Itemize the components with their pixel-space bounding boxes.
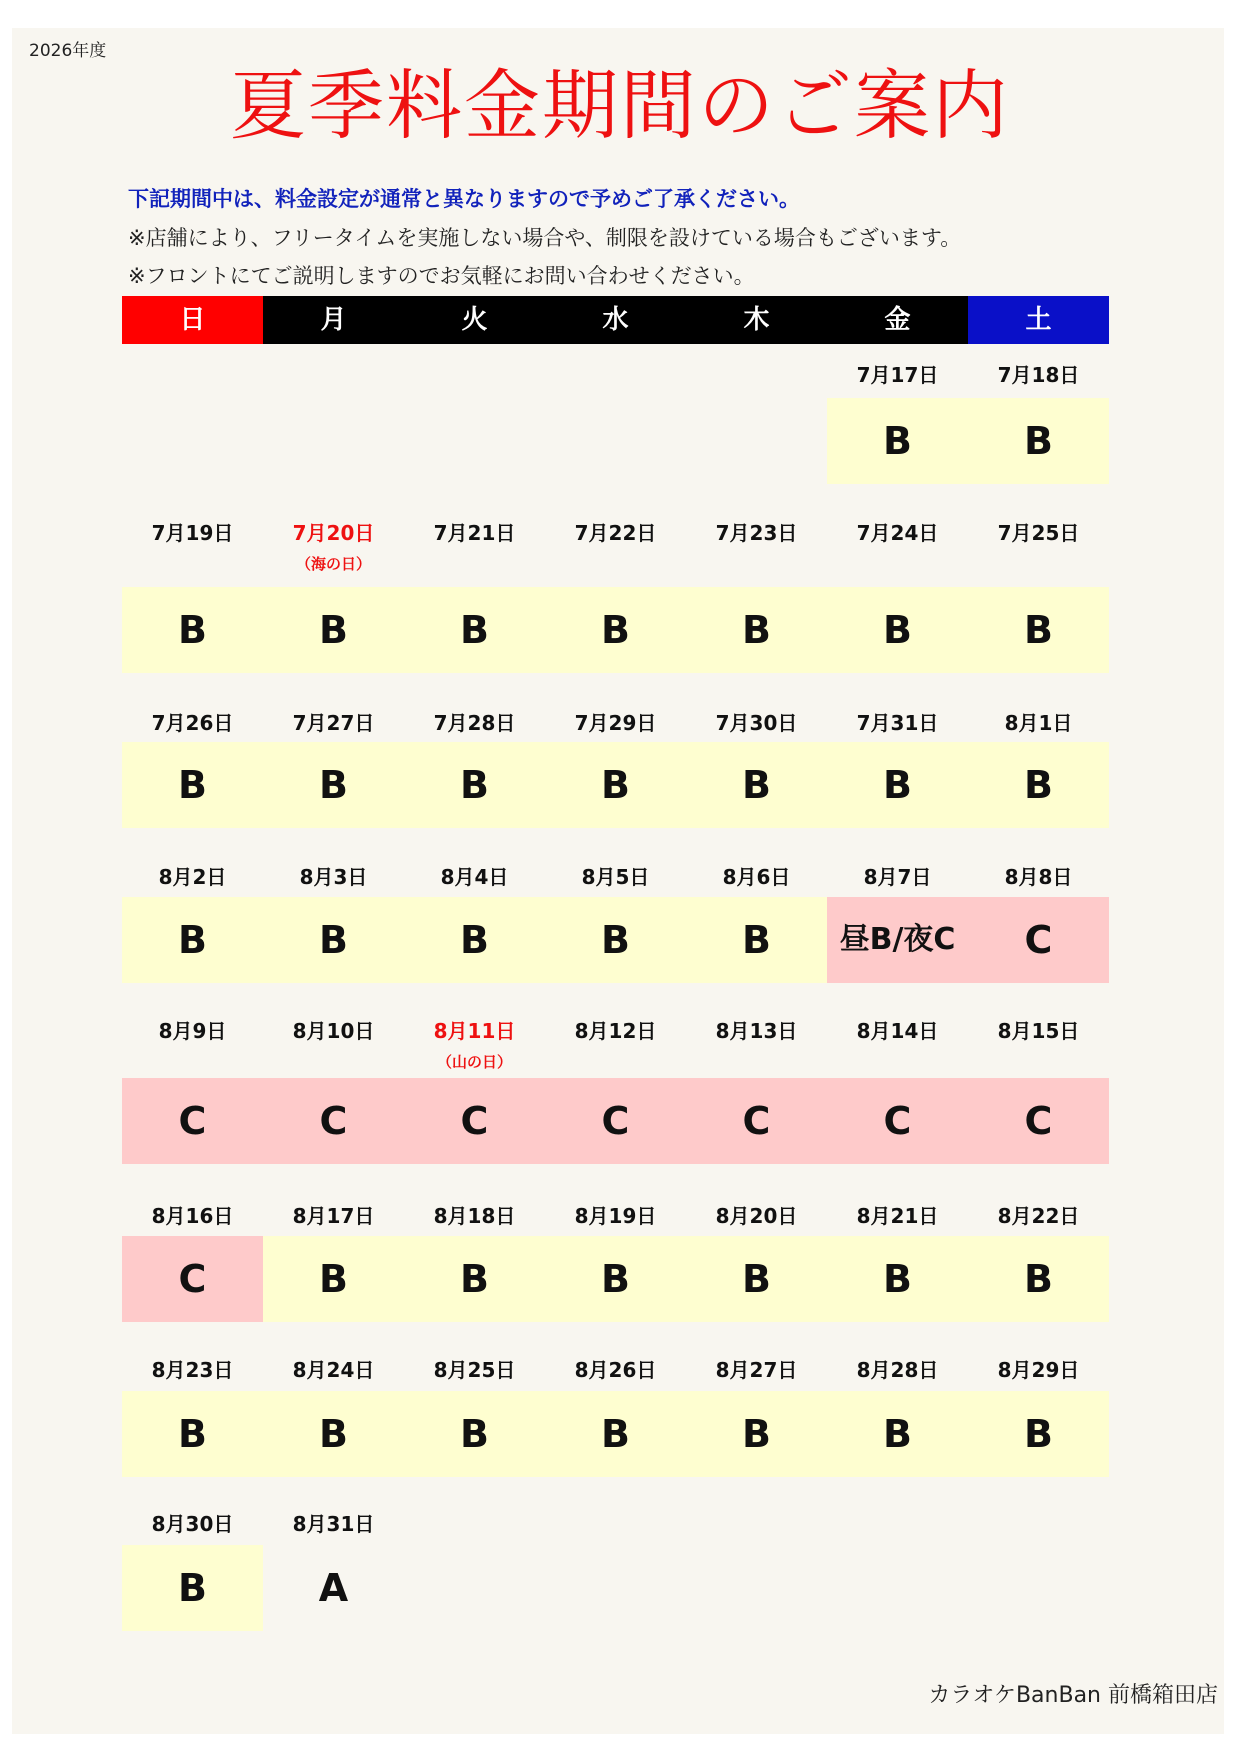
price-band: B	[827, 398, 968, 484]
price-band: B	[404, 1391, 545, 1477]
weekday-friday: 金	[884, 305, 911, 335]
price-band: B	[545, 1236, 686, 1322]
calendar-date: 7月27日	[292, 711, 375, 735]
price-band: B	[263, 897, 404, 983]
holiday-note: （山の日）	[436, 1053, 512, 1071]
calendar-date: 8月30日	[151, 1512, 234, 1536]
calendar-date: 8月9日	[158, 1019, 227, 1043]
weekday-saturday: 土	[968, 296, 1109, 344]
price-band: B	[686, 897, 827, 983]
price-band: B	[968, 398, 1109, 484]
calendar-date: 8月24日	[292, 1358, 375, 1382]
weekday-tuesday: 火	[461, 305, 488, 335]
price-band: C	[686, 1078, 827, 1164]
calendar-date: 8月3日	[299, 865, 368, 889]
calendar-date: 8月14日	[856, 1019, 939, 1043]
calendar-date: 8月31日	[292, 1512, 375, 1536]
calendar-date: 7月26日	[151, 711, 234, 735]
price-band: B	[968, 1391, 1109, 1477]
weekday-wednesday: 水	[602, 305, 629, 335]
price-band: B	[827, 1391, 968, 1477]
calendar-date: 8月17日	[292, 1204, 375, 1228]
price-band: B	[968, 1236, 1109, 1322]
notice-free-time: ※店舗により、フリータイムを実施しない場合や、制限を設けている場合もございます。	[128, 226, 962, 250]
calendar-date: 8月23日	[151, 1358, 234, 1382]
price-band: B	[827, 742, 968, 828]
price-band: B	[686, 1236, 827, 1322]
price-band: B	[968, 742, 1109, 828]
price-band: B	[404, 897, 545, 983]
calendar-date: 7月23日	[715, 521, 798, 545]
price-band: B	[263, 1391, 404, 1477]
price-band: B	[122, 587, 263, 673]
calendar-date: 7月24日	[856, 521, 939, 545]
calendar-date: 7月25日	[997, 521, 1080, 545]
price-band: B	[686, 742, 827, 828]
calendar-date: 8月27日	[715, 1358, 798, 1382]
calendar-date: 8月15日	[997, 1019, 1080, 1043]
price-band: B	[968, 587, 1109, 673]
holiday-note: （海の日）	[295, 555, 371, 573]
price-band: B	[686, 587, 827, 673]
price-band: B	[545, 897, 686, 983]
calendar-date: 7月31日	[856, 711, 939, 735]
notice-main: 下記期間中は、料金設定が通常と異なりますので予めご了承ください。	[128, 187, 800, 211]
price-band: B	[122, 1545, 263, 1631]
price-band: B	[545, 742, 686, 828]
calendar-date: 8月25日	[433, 1358, 516, 1382]
calendar-date: 8月29日	[997, 1358, 1080, 1382]
price-band: B	[122, 897, 263, 983]
calendar-date: 8月2日	[158, 865, 227, 889]
calendar-date: 8月22日	[997, 1204, 1080, 1228]
weekday-thursday: 木	[743, 305, 770, 335]
notice-front-desk: ※フロントにてご説明しますのでお気軽にお問い合わせください。	[128, 264, 755, 288]
price-band: C	[968, 1078, 1109, 1164]
calendar-date: 8月7日	[863, 865, 932, 889]
calendar-date: 8月28日	[856, 1358, 939, 1382]
price-band: B	[827, 587, 968, 673]
price-band: C	[263, 1078, 404, 1164]
calendar-date: 8月13日	[715, 1019, 798, 1043]
calendar-date: 7月18日	[997, 363, 1080, 387]
calendar-date: 8月8日	[1004, 865, 1073, 889]
price-band: B	[404, 742, 545, 828]
weekday-monday: 月	[320, 305, 347, 335]
calendar-date: 7月21日	[433, 521, 516, 545]
price-band: B	[263, 587, 404, 673]
price-band: C	[404, 1078, 545, 1164]
price-band: B	[545, 1391, 686, 1477]
calendar-date: 7月29日	[574, 711, 657, 735]
store-name: カラオケBanBan 前橋箱田店	[928, 1683, 1218, 1708]
price-band: B	[122, 742, 263, 828]
price-band: C	[827, 1078, 968, 1164]
price-band: C	[968, 897, 1109, 983]
fiscal-year-label: 2026年度	[29, 41, 107, 61]
price-band: 昼B/夜C	[827, 897, 968, 983]
calendar-date: 8月1日	[1004, 711, 1073, 735]
price-band: B	[827, 1236, 968, 1322]
calendar-date: 7月17日	[856, 363, 939, 387]
calendar-date: 8月4日	[440, 865, 509, 889]
calendar-date: 8月11日	[433, 1019, 516, 1043]
calendar-date: 7月30日	[715, 711, 798, 735]
calendar-date: 8月10日	[292, 1019, 375, 1043]
calendar-date: 8月12日	[574, 1019, 657, 1043]
price-band: B	[404, 587, 545, 673]
price-band: B	[686, 1391, 827, 1477]
weekday-sunday: 日	[122, 296, 263, 344]
calendar-date: 7月28日	[433, 711, 516, 735]
calendar-date: 8月20日	[715, 1204, 798, 1228]
price-band: A	[318, 1566, 349, 1610]
page-title: 夏季料金期間のご案内	[230, 61, 1010, 150]
calendar-date: 8月19日	[574, 1204, 657, 1228]
calendar-date: 8月16日	[151, 1204, 234, 1228]
price-band: C	[122, 1236, 263, 1322]
price-band: B	[404, 1236, 545, 1322]
price-band: B	[545, 587, 686, 673]
calendar-date: 8月6日	[722, 865, 791, 889]
calendar-date: 8月5日	[581, 865, 650, 889]
calendar-date: 7月19日	[151, 521, 234, 545]
price-band: B	[122, 1391, 263, 1477]
calendar-date: 8月26日	[574, 1358, 657, 1382]
calendar-date: 7月20日	[292, 521, 375, 545]
calendar-date: 8月18日	[433, 1204, 516, 1228]
price-band: C	[545, 1078, 686, 1164]
price-band: B	[263, 1236, 404, 1322]
calendar-date: 7月22日	[574, 521, 657, 545]
price-band: B	[263, 742, 404, 828]
calendar-date: 8月21日	[856, 1204, 939, 1228]
price-band: C	[122, 1078, 263, 1164]
